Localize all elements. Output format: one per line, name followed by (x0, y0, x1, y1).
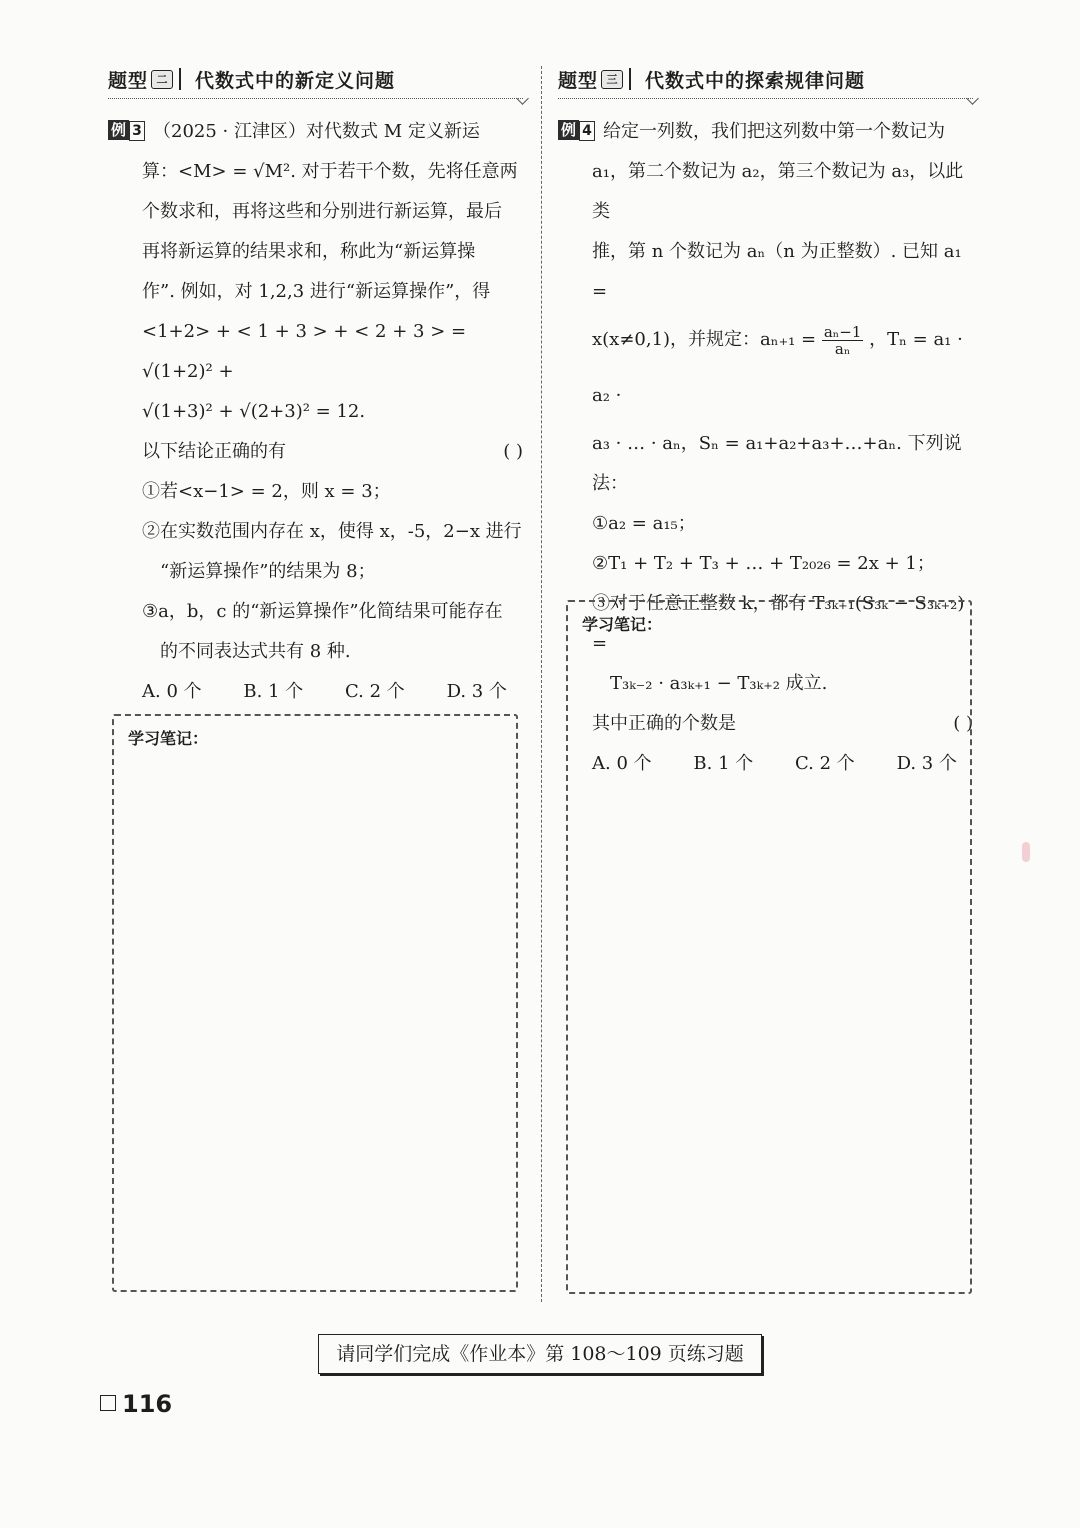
option-b[interactable]: B. 1 个 (243, 681, 304, 702)
fraction-numerator: aₙ−1 (823, 322, 862, 341)
column-divider (541, 66, 542, 1302)
example-3 (108, 112, 523, 712)
example-text: （2025 · 江津区）对代数式 M 定义新运 (153, 121, 480, 142)
statement-2: ②T₁ + T₂ + T₃ + … + T₂₀₂₆ = 2x + 1； (592, 553, 935, 574)
statement-3: ③a，b，c 的“新运算操作”化简结果可能存在 (142, 601, 503, 622)
example-text: ，Tₙ = a₁ · a₂ · (592, 329, 963, 406)
example-line: <1+2> + < 1 + 3 > + < 2 + 3 > = √(1+2)² + (142, 321, 467, 382)
option-b[interactable]: B. 1 个 (693, 753, 754, 774)
homework-reminder: 请同学们完成《作业本》第 108～109 页练习题 (318, 1334, 762, 1374)
statement-2-cont: “新运算操作”的结果为 8； (160, 561, 376, 582)
example-line: 作”. 例如，对 1,2,3 进行“新运算操作”，得 (142, 281, 491, 302)
option-d[interactable]: D. 3 个 (896, 753, 957, 774)
options-row (108, 672, 523, 712)
page-number-text: 116 (122, 1390, 173, 1418)
header-rule (558, 98, 973, 99)
example-line: 算：<M> = √M². 对于若干个数，先将任意两 (142, 161, 518, 182)
header-bar (179, 68, 181, 90)
example-line (558, 112, 973, 152)
right-section-header (558, 62, 973, 96)
recurrence-fraction (822, 324, 864, 357)
notes-box-right[interactable] (566, 600, 972, 1294)
answer-paren: ( ) (503, 441, 523, 462)
example-line: 个数求和，再将这些和分别进行新运算，最后 (142, 201, 502, 222)
header-bar (629, 68, 631, 90)
notes-title: 学习笔记： (582, 615, 663, 634)
example-line: 再将新运算的结果求和，称此为“新运算操 (142, 241, 476, 262)
option-a[interactable]: A. 0 个 (142, 681, 202, 702)
question-text: 以下结论正确的有 (142, 441, 286, 462)
example-line: 推，第 n 个数记为 aₙ（n 为正整数）. 已知 a₁ = (592, 241, 962, 302)
option-c[interactable]: C. 2 个 (795, 753, 855, 774)
section-type-label: 题型 (558, 69, 599, 92)
section-subtitle: 代数式中的新定义问题 (195, 69, 396, 92)
answer-paren: ( ) (953, 713, 973, 734)
option-d[interactable]: D. 3 个 (446, 681, 507, 702)
example-number: 4 (579, 121, 595, 141)
question-text: 其中正确的个数是 (592, 713, 736, 734)
statement-3-cont: 的不同表达式共有 8 种. (160, 641, 351, 662)
fraction-denominator: aₙ (834, 339, 851, 358)
notes-title: 学习笔记： (128, 729, 209, 748)
section-type-label: 题型 (108, 69, 149, 92)
example-line (558, 312, 973, 424)
statement-1: ①若<x−1> = 2，则 x = 3； (142, 481, 391, 502)
example-text: x(x≠0,1)，并规定：aₙ₊₁ = (592, 329, 817, 350)
left-section-header (108, 62, 523, 96)
page-mark-icon (100, 1395, 116, 1411)
option-c[interactable]: C. 2 个 (345, 681, 405, 702)
option-a[interactable]: A. 0 个 (592, 753, 652, 774)
example-label: 例 (558, 120, 579, 140)
header-rule (108, 98, 523, 99)
section-number-badge: 三 (601, 70, 623, 89)
example-line: a₁，第二个数记为 a₂，第三个数记为 a₃，以此类 (592, 161, 964, 222)
statement-3-cont: T₃ₖ₋₂ · a₃ₖ₊₁ − T₃ₖ₊₂ 成立. (610, 673, 828, 694)
margin-mark (1022, 842, 1030, 862)
section-subtitle: 代数式中的探索规律问题 (645, 69, 866, 92)
statement-2: ②在实数范围内存在 x，使得 x，-5，2−x 进行 (142, 521, 522, 542)
example-line: √(1+3)² + √(2+3)² = 12. (142, 401, 366, 422)
section-number-badge: 二 (151, 70, 173, 89)
statement-3: ③对于任意正整数 k，都有 T₃ₖ₊₁(S₃ₖ − S₃ₖ₊₂) = (592, 593, 965, 654)
example-line: a₃ · … · aₙ，Sₙ = a₁+a₂+a₃+…+aₙ. 下列说法： (592, 433, 962, 494)
statement-1: ①a₂ = a₁₅； (592, 513, 696, 534)
left-column (108, 62, 523, 712)
page-number (100, 1390, 172, 1418)
notes-box-left[interactable] (112, 714, 518, 1292)
example-label: 例 (108, 120, 129, 140)
example-text: 给定一列数，我们把这列数中第一个数记为 (603, 121, 946, 142)
example-line (108, 112, 523, 152)
example-number: 3 (129, 121, 145, 141)
question-line (108, 432, 523, 472)
